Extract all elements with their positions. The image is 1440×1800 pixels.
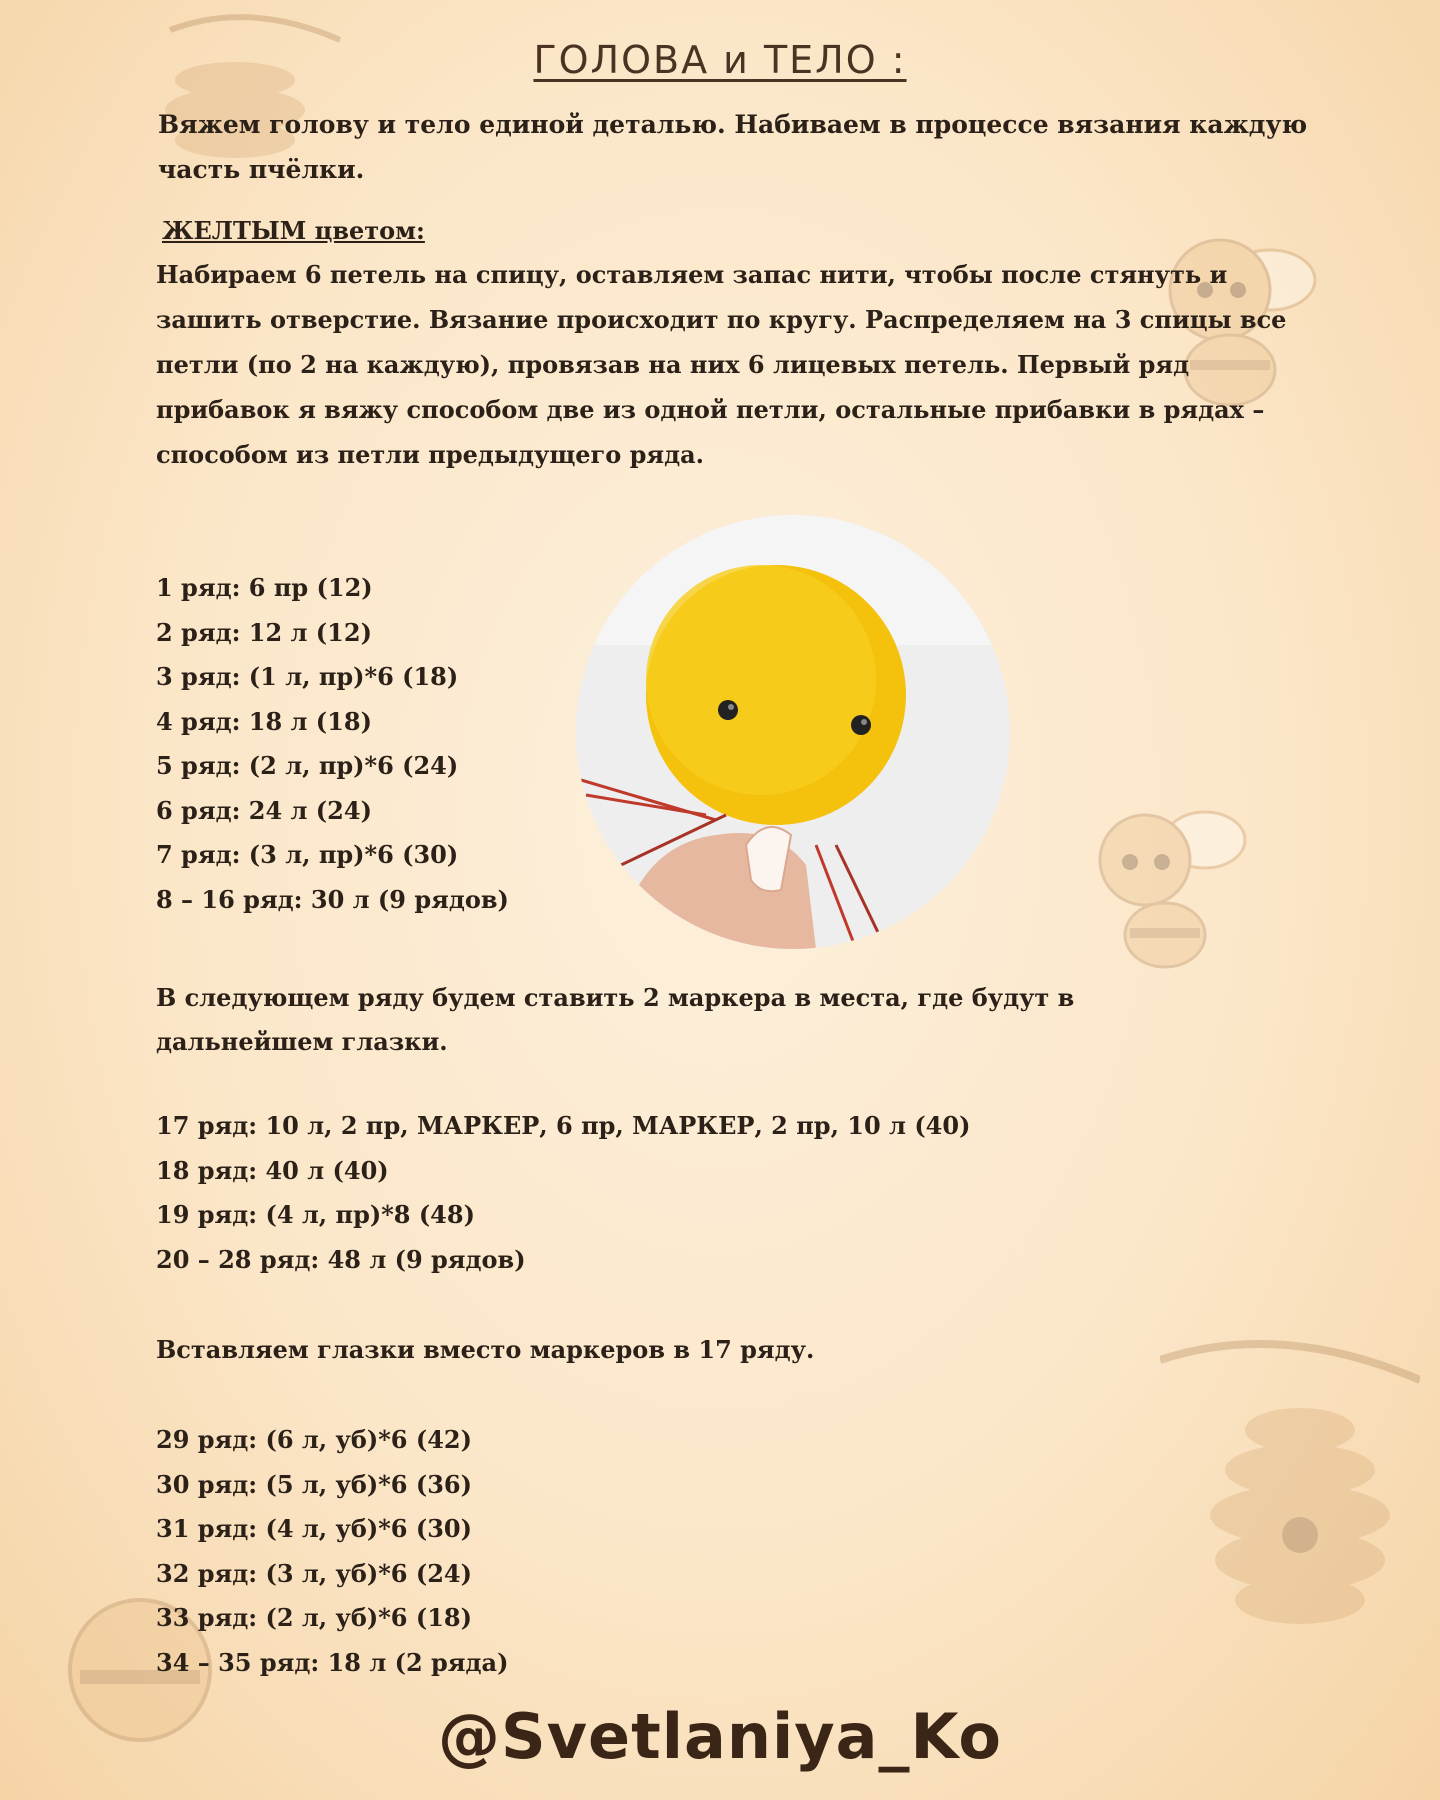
list-item: 29 ряд: (6 л, уб)*6 (42) (156, 1425, 472, 1454)
rows-list-2 (156, 1104, 970, 1282)
list-item: 7 ряд: (3 л, пр)*6 (30) (156, 840, 459, 869)
page-title: ГОЛОВА и ТЕЛО : (533, 38, 907, 82)
list-item: 17 ряд: 10 л, 2 пр, МАРКЕР, 6 пр, МАРКЕР, 2 пр, 10 л (40) (156, 1111, 971, 1140)
rows-list-3 (156, 1418, 508, 1685)
rows-list-1 (156, 566, 509, 922)
color-subheading: ЖЕЛТЫМ цветом: (162, 216, 425, 245)
bee-body-photo (576, 515, 1010, 949)
marker-note: В следующем ряду будем ставить 2 маркера в места, где будут в дальнейшем глазки. (156, 983, 1075, 1056)
list-item: 4 ряд: 18 л (18) (156, 706, 372, 736)
list-item: 5 ряд: (2 л, пр)*6 (24) (156, 751, 459, 780)
list-item: 33 ряд: (2 л, уб)*6 (18) (156, 1603, 472, 1632)
author-handle: @Svetlaniya_Ko (437, 1700, 1003, 1773)
list-item: 1 ряд: 6 пр (12) (156, 573, 373, 602)
list-item: 31 ряд: (4 л, уб)*6 (30) (156, 1514, 472, 1543)
list-item: 34 – 35 ряд: 18 л (2 ряда) (156, 1647, 509, 1677)
list-item: 30 ряд: (5 л, уб)*6 (36) (156, 1469, 472, 1499)
list-item: 19 ряд: (4 л, пр)*8 (48) (156, 1200, 475, 1229)
list-item: 8 – 16 ряд: 30 л (9 рядов) (156, 884, 509, 914)
instructions-text: Набираем 6 петель на спицу, оставляем запас нити, чтобы после стянуть и зашить отверстие. Вязание происходит по кругу. Распределяем на 3 спицы все петли (по 2 на каждую), провязав на них 6 лицевых петель. Первый ряд прибавок я вяжу способом две из одной петли, остальные прибавки в рядах – способом из петли предыдущего ряда. (156, 260, 1287, 469)
list-item: 3 ряд: (1 л, пр)*6 (18) (156, 662, 459, 691)
intro-text: Вяжем голову и тело единой деталью. Набиваем в процессе вязания каждую часть пчёлки. (158, 110, 1308, 184)
list-item: 32 ряд: (3 л, уб)*6 (24) (156, 1558, 472, 1588)
list-item: 2 ряд: 12 л (12) (156, 617, 372, 647)
list-item: 6 ряд: 24 л (24) (156, 795, 372, 825)
beehive-icon (1160, 1320, 1420, 1650)
eyes-note: Вставляем глазки вместо маркеров в 17 ряду. (156, 1335, 815, 1364)
bee-icon (1070, 780, 1250, 980)
list-item: 18 ряд: 40 л (40) (156, 1155, 389, 1185)
list-item: 20 – 28 ряд: 48 л (9 рядов) (156, 1244, 526, 1274)
